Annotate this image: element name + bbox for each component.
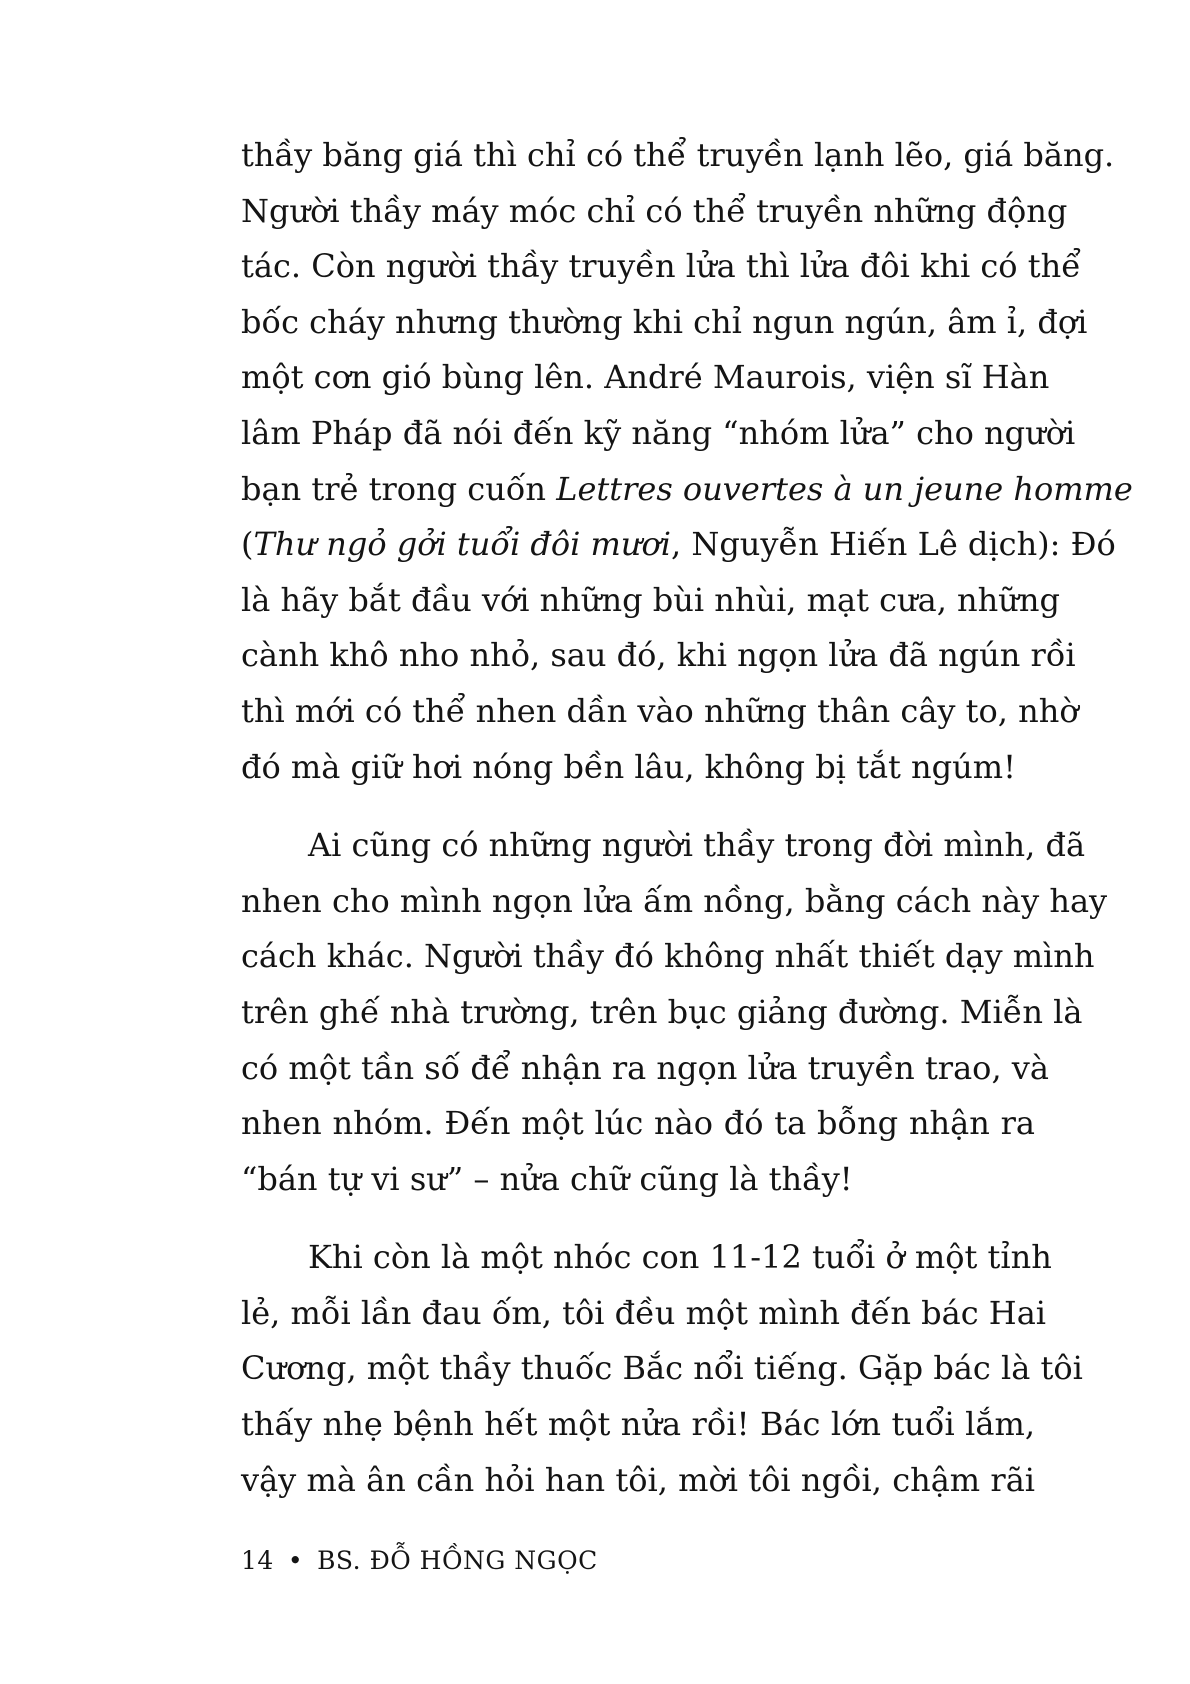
text-line: thấy nhẹ bệnh hết một nửa rồi! Bác lớn tuổi lắm, bbox=[241, 1405, 1035, 1444]
text-segment: bạn trẻ trong cuốn bbox=[241, 469, 557, 508]
book-title-vietnamese: Thư ngỏ gởi tuổi đôi mươi bbox=[253, 525, 671, 564]
page-body bbox=[241, 128, 1133, 1508]
text-line: lâm Pháp đã nói đến kỹ năng “nhóm lửa” cho người bbox=[241, 413, 1076, 452]
text-line: có một tần số để nhận ra ngọn lửa truyền trao, và bbox=[241, 1048, 1049, 1087]
text-line: thầy băng giá thì chỉ có thể truyền lạnh lẽo, giá băng. bbox=[241, 136, 1115, 174]
page-footer bbox=[241, 1546, 598, 1575]
text-line: Người thầy máy móc chỉ có thể truyền những động bbox=[241, 191, 1068, 230]
text-line: trên ghế nhà trường, trên bục giảng đường. Miễn là bbox=[241, 992, 1083, 1031]
text-line: Khi còn là một nhóc con 11-12 tuổi ở một tỉnh bbox=[308, 1238, 1052, 1277]
author-name: BS. ĐỖ HỒNG NGỌC bbox=[317, 1546, 598, 1575]
text-line: cách khác. Người thầy đó không nhất thiết dạy mình bbox=[241, 937, 1095, 976]
text-line: vậy mà ân cần hỏi han tôi, mời tôi ngồi, chậm rãi bbox=[241, 1460, 1035, 1499]
text-line: bốc cháy nhưng thường khi chỉ ngun ngún, âm ỉ, đợi bbox=[241, 302, 1088, 341]
text-line: cành khô nho nhỏ, sau đó, khi ngọn lửa đã ngún rồi bbox=[241, 636, 1076, 675]
text-line: “bán tự vi sư” – nửa chữ cũng là thầy! bbox=[241, 1159, 853, 1198]
page-number: 14 bbox=[241, 1546, 274, 1575]
text-segment: , Nguyễn Hiến Lê dịch): Đó bbox=[670, 525, 1116, 564]
text-line: Cương, một thầy thuốc Bắc nổi tiếng. Gặp bác là tôi bbox=[241, 1349, 1083, 1388]
paragraph-3 bbox=[241, 1230, 1083, 1508]
text-line bbox=[241, 517, 1116, 573]
text-line bbox=[241, 462, 1133, 518]
text-line: thì mới có thể nhen dần vào những thân cây to, nhờ bbox=[241, 691, 1079, 730]
text-segment: ( bbox=[241, 525, 254, 564]
text-line: nhen cho mình ngọn lửa ấm nồng, bằng cách này hay bbox=[241, 881, 1108, 920]
paragraph-1 bbox=[241, 128, 1133, 795]
text-line: là hãy bắt đầu với những bùi nhùi, mạt cưa, những bbox=[241, 580, 1060, 619]
text-line: Ai cũng có những người thầy trong đời mình, đã bbox=[308, 826, 1086, 865]
text-line: một cơn gió bùng lên. André Maurois, viện sĩ Hàn bbox=[241, 358, 1050, 397]
text-line: nhen nhóm. Đến một lúc nào đó ta bỗng nhận ra bbox=[241, 1104, 1035, 1143]
text-line: lẻ, mỗi lần đau ốm, tôi đều một mình đến bác Hai bbox=[241, 1293, 1046, 1332]
book-title-french: Lettres ouvertes à un jeune homme bbox=[556, 469, 1133, 508]
text-line: đó mà giữ hơi nóng bền lâu, không bị tắt ngúm! bbox=[241, 747, 1016, 786]
text-line: tác. Còn người thầy truyền lửa thì lửa đôi khi có thể bbox=[241, 247, 1081, 286]
paragraph-2 bbox=[241, 818, 1108, 1207]
footer-separator: • bbox=[287, 1546, 304, 1575]
